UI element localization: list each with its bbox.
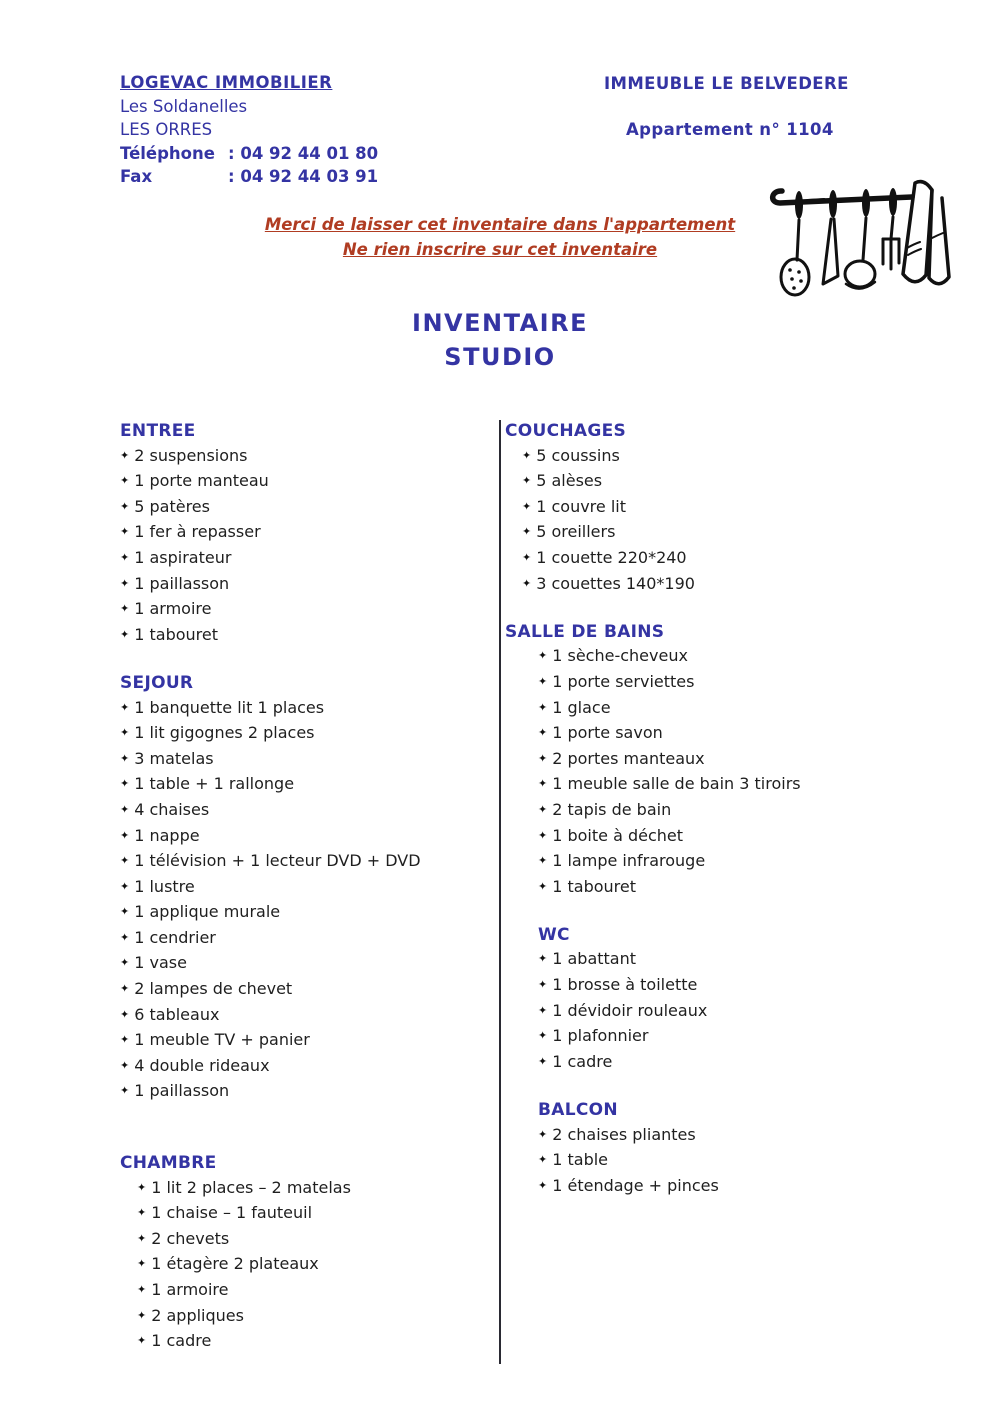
- inventory-item: [120, 824, 480, 850]
- bullet-icon: ✦: [522, 474, 532, 488]
- inventory-item: [120, 1054, 480, 1080]
- bullet-icon: ✦: [538, 1003, 548, 1017]
- inventory-item: [522, 572, 935, 598]
- item-label: 1 plafonnier: [552, 1026, 649, 1046]
- bullet-icon: ✦: [538, 674, 548, 688]
- phone-label: Téléphone: [120, 143, 215, 163]
- item-label: 1 couette 220*240: [536, 547, 687, 567]
- inventory-item: [120, 696, 480, 722]
- inventory-item: [538, 1148, 935, 1174]
- inventory-item: [538, 747, 935, 773]
- item-label: 1 meuble salle de bain 3 tiroirs: [552, 774, 801, 794]
- agency-address-line-1: Les Soldanelles: [120, 96, 248, 116]
- item-label: 5 oreillers: [536, 522, 616, 542]
- item-label: 1 armoire: [134, 599, 212, 619]
- bullet-icon: ✦: [137, 1283, 147, 1296]
- bullet-icon: ✦: [120, 956, 130, 970]
- inventory-item: [538, 798, 935, 824]
- agency-address-line-2: LES ORRES: [120, 120, 213, 139]
- agency-block: [120, 71, 378, 189]
- inventory-item: [538, 999, 935, 1025]
- bullet-icon: ✦: [538, 879, 548, 893]
- inventory-item: [538, 644, 935, 670]
- inventory-item: [120, 1028, 480, 1054]
- inventory-item: [120, 623, 480, 649]
- bullet-icon: ✦: [120, 1033, 130, 1047]
- inventory-item: [137, 1227, 480, 1253]
- bullet-icon: ✦: [137, 1180, 147, 1194]
- inventory-item: [120, 597, 480, 623]
- section-entree: [120, 420, 480, 648]
- item-label: 1 chaise – 1 fauteuil: [151, 1203, 313, 1223]
- bullet-icon: ✦: [538, 649, 548, 663]
- item-label: 2 portes manteaux: [552, 748, 705, 768]
- item-label: 1 dévidoir rouleaux: [552, 1000, 708, 1020]
- inventory-item: [120, 572, 480, 598]
- section-balcon: [505, 1099, 935, 1199]
- kitchen-utensils-icon: [762, 176, 952, 301]
- inventory-item: [120, 849, 480, 875]
- inventory-item: [538, 772, 935, 798]
- bullet-icon: ✦: [538, 751, 548, 765]
- inventory-item: [137, 1176, 480, 1202]
- item-label: 1 applique murale: [134, 902, 281, 922]
- fax-number: : 04 92 44 03 91: [228, 167, 379, 186]
- section-sejour: [120, 672, 480, 1105]
- phone-line: [120, 142, 378, 166]
- inventory-item: [522, 520, 935, 546]
- inventory-item: [538, 875, 935, 901]
- bullet-icon: ✦: [120, 448, 130, 462]
- inventory-item: [538, 670, 935, 696]
- section-wc: [505, 924, 935, 1076]
- item-label: 1 fer à repasser: [134, 522, 261, 542]
- bullet-icon: ✦: [522, 550, 532, 564]
- item-label: 3 matelas: [134, 748, 214, 768]
- bullet-icon: ✦: [120, 499, 130, 513]
- item-label: 1 cadre: [552, 1051, 613, 1071]
- item-label: 1 porte serviettes: [552, 671, 695, 691]
- section-title-chambre: CHAMBRE: [120, 1153, 217, 1174]
- item-label: 2 tapis de bain: [552, 799, 672, 819]
- bullet-icon: ✦: [120, 751, 130, 765]
- item-label: 1 glace: [552, 697, 611, 717]
- inventory-item: [522, 546, 935, 572]
- item-label: 1 lampe infrarouge: [552, 851, 706, 871]
- item-label: 5 alèses: [536, 471, 603, 491]
- bullet-icon: ✦: [538, 952, 548, 966]
- inventory-item: [120, 1079, 480, 1105]
- bullet-icon: ✦: [120, 576, 130, 590]
- bullet-icon: ✦: [137, 1308, 147, 1322]
- inventory-item: [137, 1329, 480, 1355]
- inventory-item: [120, 747, 480, 773]
- inventory-column-right: [505, 420, 935, 1199]
- bullet-icon: ✦: [538, 1153, 548, 1167]
- page-title: INVENTAIRE: [412, 309, 588, 337]
- item-label: 1 meuble TV + panier: [134, 1030, 310, 1050]
- item-label: 1 lustre: [134, 876, 195, 896]
- bullet-icon: ✦: [538, 1029, 548, 1043]
- section-chambre: [120, 1152, 480, 1355]
- item-label: 2 chevets: [151, 1228, 230, 1248]
- item-label: 1 armoire: [151, 1280, 229, 1299]
- section-title-wc: WC: [538, 924, 570, 945]
- item-label: 1 lit 2 places – 2 matelas: [151, 1177, 351, 1197]
- item-label: 3 couettes 140*190: [536, 573, 695, 593]
- item-label: 1 télévision + 1 lecteur DVD + DVD: [134, 851, 421, 871]
- inventory-item: [120, 444, 480, 470]
- notice-line-2: Ne rien inscrire sur cet inventaire: [342, 240, 658, 259]
- item-label: 5 coussins: [536, 445, 620, 465]
- item-label: 2 chaises pliantes: [552, 1124, 696, 1144]
- bullet-icon: ✦: [120, 854, 130, 868]
- item-label: 1 cendrier: [134, 927, 216, 947]
- bullet-icon: ✦: [120, 474, 130, 488]
- bullet-icon: ✦: [137, 1334, 147, 1348]
- inventory-item: [137, 1278, 480, 1304]
- inventory-item: [538, 1024, 935, 1050]
- notice-line-1: Merci de laisser cet inventaire dans l'appartement: [264, 215, 736, 234]
- item-label: 1 nappe: [134, 825, 200, 845]
- bullet-icon: ✦: [120, 802, 130, 816]
- bullet-icon: ✦: [538, 726, 548, 740]
- inventory-item: [137, 1304, 480, 1330]
- inventory-item: [120, 875, 480, 901]
- inventory-item: [538, 849, 935, 875]
- item-label: 1 abattant: [552, 949, 637, 969]
- bullet-icon: ✦: [120, 700, 130, 714]
- item-label: 4 double rideaux: [134, 1055, 270, 1075]
- bullet-icon: ✦: [120, 1084, 130, 1098]
- inventory-item: [538, 824, 935, 850]
- item-label: 1 brosse à toilette: [552, 975, 698, 995]
- inventory-item: [120, 772, 480, 798]
- inventory-item: [538, 1050, 935, 1076]
- bullet-icon: ✦: [538, 1127, 548, 1141]
- bullet-icon: ✦: [538, 802, 548, 816]
- item-label: 6 tableaux: [134, 1004, 220, 1024]
- bullet-icon: ✦: [120, 550, 130, 564]
- inventory-item: [120, 977, 480, 1003]
- bullet-icon: ✦: [538, 1178, 548, 1192]
- inventory-item: [120, 798, 480, 824]
- item-label: 1 table + 1 rallonge: [134, 774, 295, 794]
- item-label: 1 porte savon: [552, 723, 663, 743]
- item-label: 1 aspirateur: [134, 547, 232, 567]
- item-label: 2 lampes de chevet: [134, 979, 293, 999]
- inventory-item: [538, 973, 935, 999]
- item-label: 1 étendage + pinces: [552, 1175, 719, 1195]
- bullet-icon: ✦: [120, 1007, 130, 1021]
- bullet-icon: ✦: [120, 1058, 130, 1072]
- bullet-icon: ✦: [120, 525, 130, 539]
- inventory-item: [522, 495, 935, 521]
- inventory-column-left: [120, 420, 480, 1355]
- inventory-item: [120, 926, 480, 952]
- inventory-item: [538, 1174, 935, 1200]
- item-label: 1 couvre lit: [536, 496, 626, 516]
- inventory-item: [120, 469, 480, 495]
- building-name: IMMEUBLE LE BELVEDERE: [604, 74, 849, 93]
- item-label: 1 boite à déchet: [552, 825, 684, 845]
- item-label: 1 paillasson: [134, 573, 230, 593]
- bullet-icon: ✦: [137, 1231, 147, 1245]
- inventory-item: [137, 1201, 480, 1227]
- section-couchages: [505, 420, 935, 597]
- item-label: 1 paillasson: [134, 1081, 230, 1101]
- inventory-item: [120, 900, 480, 926]
- bullet-icon: ✦: [522, 499, 532, 513]
- section-title-salle-de-bains: SALLE DE BAINS: [505, 621, 665, 642]
- item-label: 1 banquette lit 1 places: [134, 697, 325, 717]
- bullet-icon: ✦: [120, 930, 130, 944]
- inventory-item: [538, 721, 935, 747]
- bullet-icon: ✦: [120, 627, 130, 641]
- inventory-item: [137, 1252, 480, 1278]
- bullet-icon: ✦: [538, 828, 548, 842]
- inventory-item: [522, 469, 935, 495]
- section-title-couchages: COUCHAGES: [505, 421, 627, 441]
- column-divider: [499, 420, 501, 1364]
- item-label: 1 vase: [134, 953, 187, 973]
- item-label: 1 étagère 2 plateaux: [151, 1254, 319, 1274]
- inventory-item: [120, 951, 480, 977]
- item-label: 1 tabouret: [134, 624, 218, 644]
- bullet-icon: ✦: [120, 726, 130, 740]
- item-label: 5 patères: [134, 496, 210, 516]
- bullet-icon: ✦: [522, 525, 532, 539]
- fax-line: [120, 165, 378, 189]
- bullet-icon: ✦: [120, 602, 130, 616]
- bullet-icon: ✦: [137, 1206, 147, 1220]
- phone-number: : 04 92 44 01 80: [228, 143, 379, 163]
- bullet-icon: ✦: [120, 982, 130, 996]
- item-label: 2 appliques: [151, 1305, 244, 1325]
- inventory-item: [120, 1003, 480, 1029]
- section-title-entree: ENTREE: [120, 421, 196, 441]
- bullet-icon: ✦: [137, 1257, 147, 1271]
- item-label: 1 porte manteau: [134, 471, 269, 491]
- bullet-icon: ✦: [522, 576, 532, 590]
- bullet-icon: ✦: [538, 978, 548, 992]
- section-salle-de-bains: [505, 621, 935, 901]
- bullet-icon: ✦: [522, 448, 532, 462]
- item-label: 1 cadre: [151, 1331, 212, 1351]
- bullet-icon: ✦: [120, 828, 130, 842]
- item-label: 1 lit gigognes 2 places: [134, 723, 315, 743]
- item-label: 1 table: [552, 1150, 609, 1170]
- inventory-item: [120, 721, 480, 747]
- agency-name: LOGEVAC IMMOBILIER: [120, 73, 333, 92]
- page-subtitle: STUDIO: [444, 343, 556, 371]
- fax-label: Fax: [120, 167, 153, 186]
- inventory-item: [538, 947, 935, 973]
- bullet-icon: ✦: [538, 700, 548, 714]
- bullet-icon: ✦: [538, 777, 548, 791]
- inventory-item: [120, 520, 480, 546]
- bullet-icon: ✦: [120, 879, 130, 893]
- inventory-item: [538, 1123, 935, 1149]
- bullet-icon: ✦: [120, 777, 130, 791]
- item-label: 1 sèche-cheveux: [552, 646, 688, 666]
- inventory-item: [522, 444, 935, 470]
- item-label: 2 suspensions: [134, 445, 248, 465]
- section-title-balcon: BALCON: [538, 1100, 618, 1121]
- page-title-block: [0, 306, 1000, 374]
- apartment-number: Appartement n° 1104: [626, 120, 834, 139]
- item-label: 1 tabouret: [552, 876, 636, 896]
- bullet-icon: ✦: [538, 854, 548, 868]
- bullet-icon: ✦: [120, 905, 130, 919]
- inventory-item: [120, 546, 480, 572]
- bullet-icon: ✦: [538, 1054, 548, 1068]
- section-title-sejour: SEJOUR: [120, 672, 194, 693]
- item-label: 4 chaises: [134, 799, 210, 819]
- inventory-item: [538, 696, 935, 722]
- inventory-item: [120, 495, 480, 521]
